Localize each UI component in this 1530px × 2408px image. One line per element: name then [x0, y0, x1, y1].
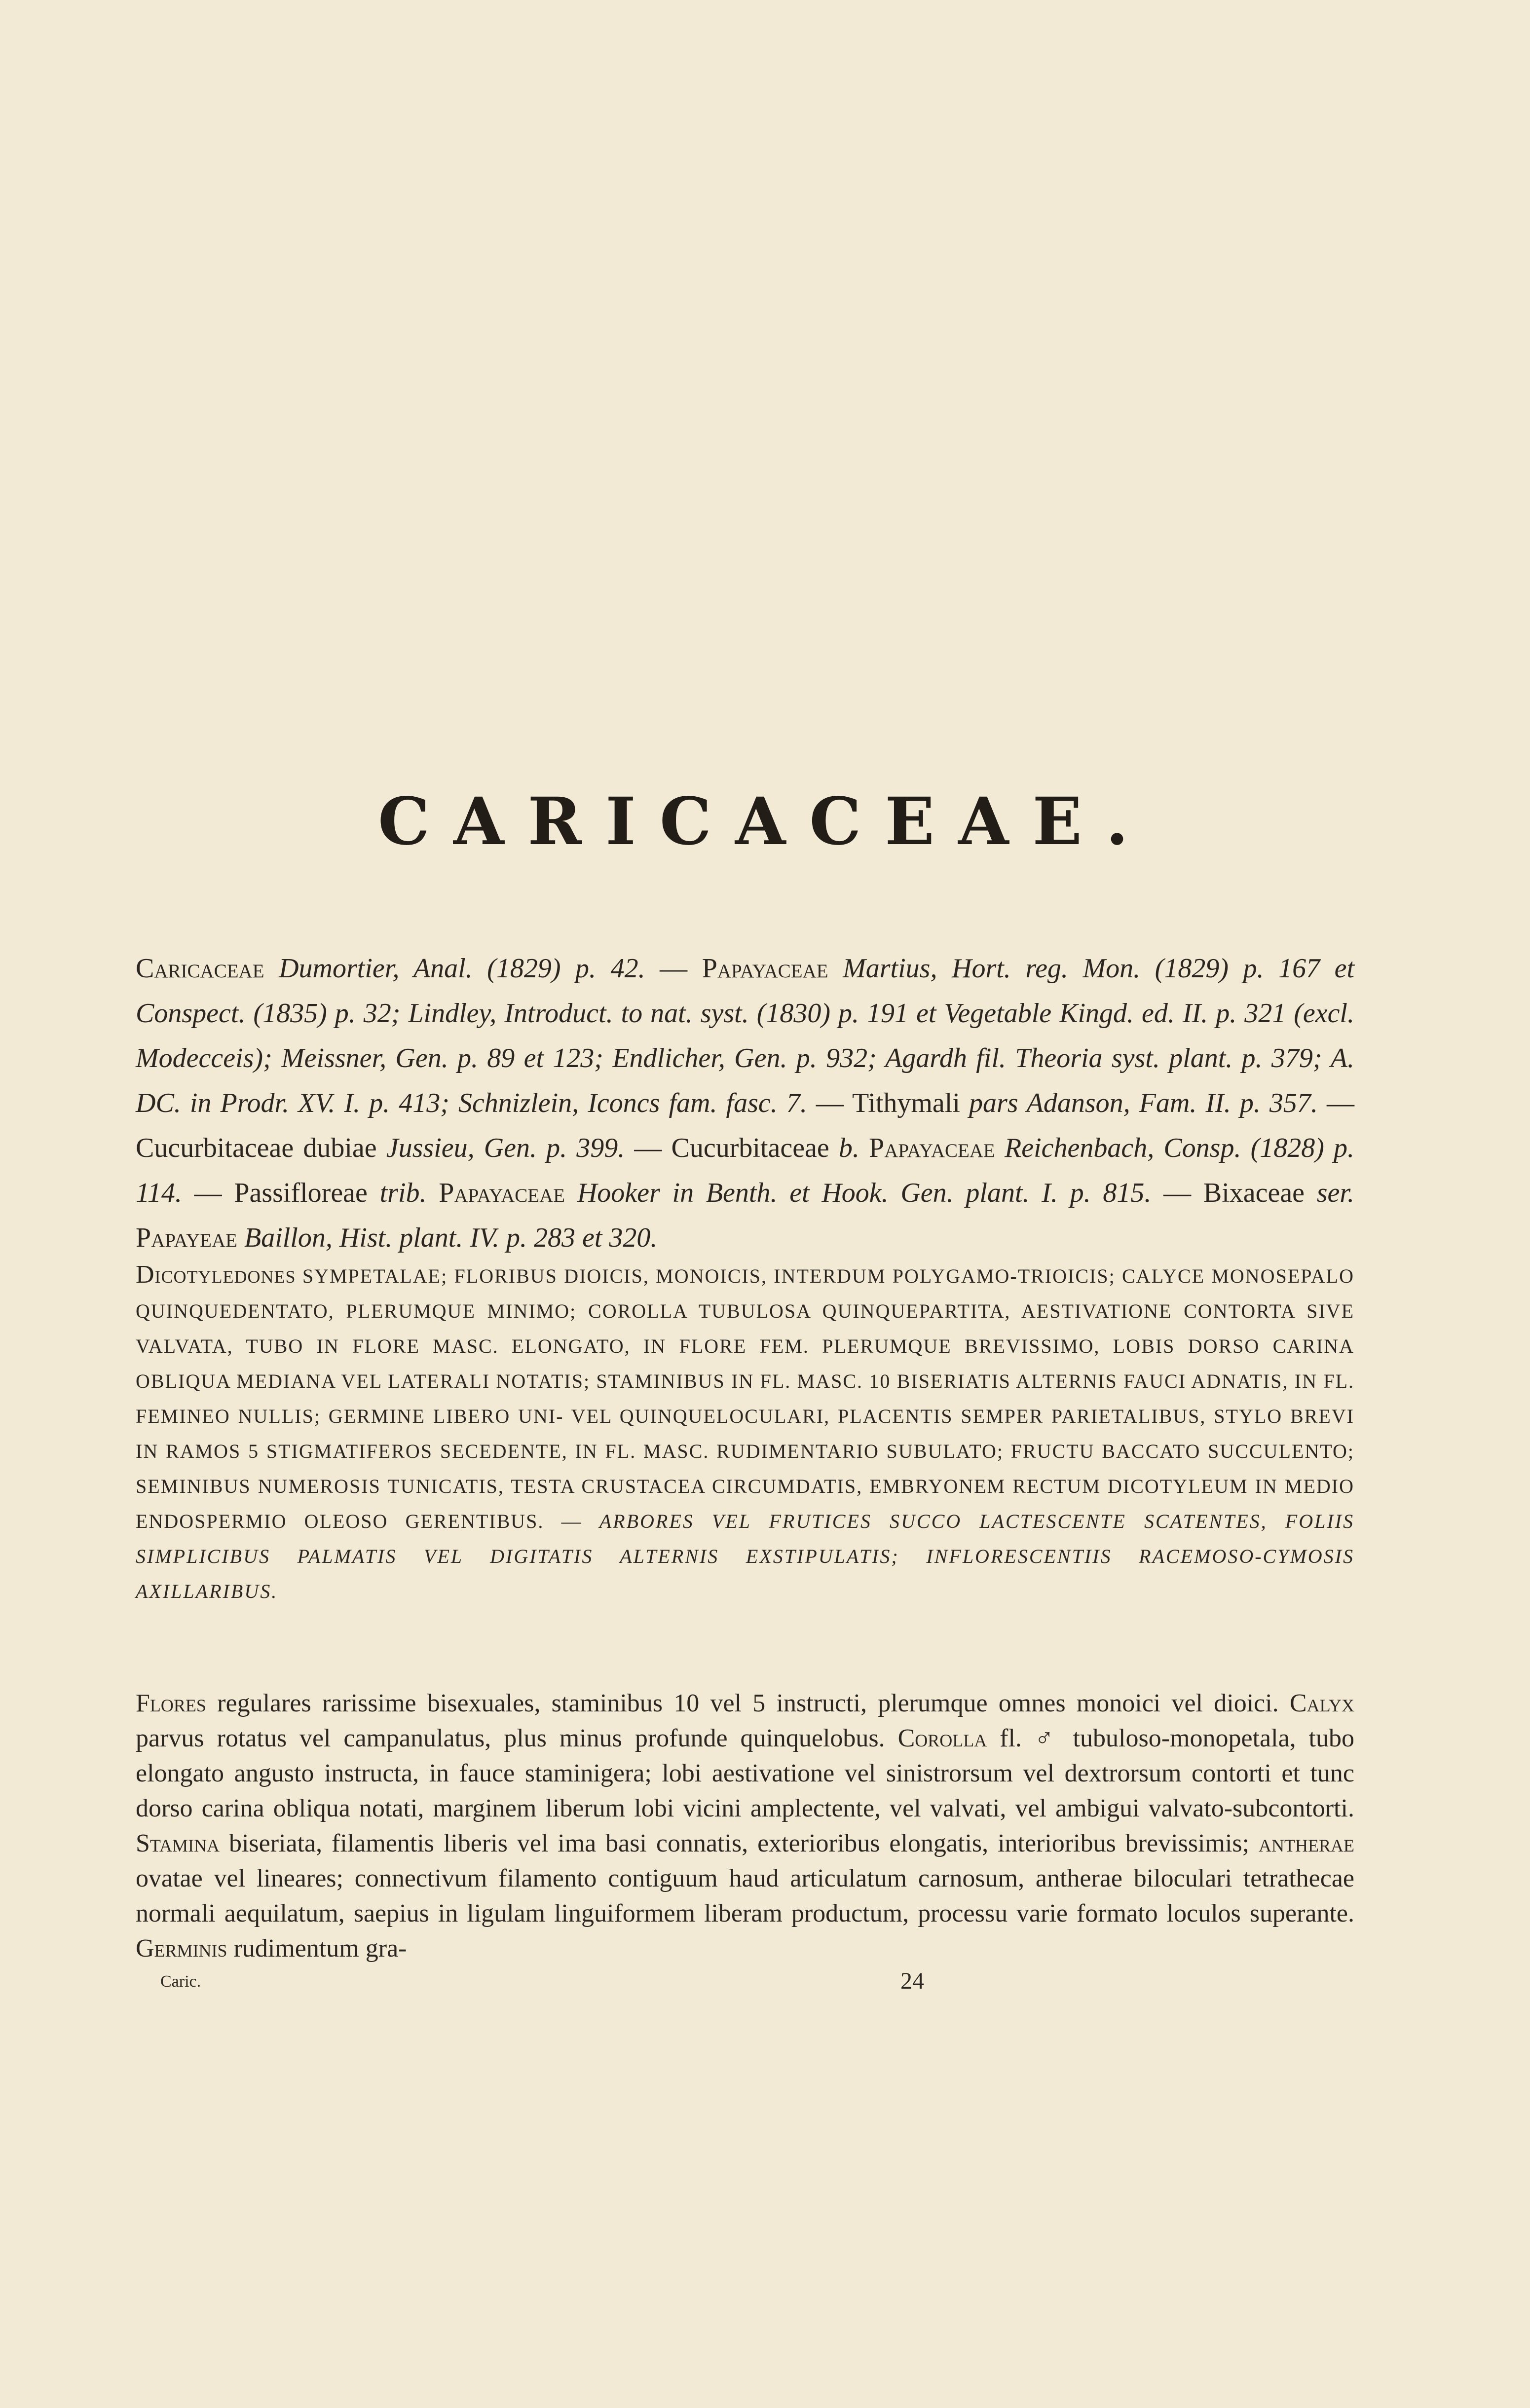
synonymy-paragraph	[136, 946, 1354, 1260]
footer-abbreviation: Caric.	[160, 1972, 201, 1991]
syn-text	[237, 1223, 244, 1253]
syn-citation: trib.	[379, 1178, 427, 1208]
syn-name: Papayeae	[136, 1223, 237, 1253]
syn-text	[565, 1178, 577, 1208]
syn-citation: b.	[838, 1133, 859, 1163]
desc-heading: Calyx	[1289, 1689, 1354, 1717]
syn-text	[859, 1133, 869, 1163]
syn-name: Caricaceae	[136, 953, 264, 984]
desc-heading: Corolla	[897, 1724, 987, 1752]
desc-text: rudimentum gra-	[227, 1934, 407, 1963]
desc-text: fl. ♂ tubuloso-monopetala, tubo elongato angusto instructa, in fauce staminigera; lobi aestivatione vel sinistrorsum vel dextrorsum contorti et tunc dorso carina obliqua notati, marginem liberum lobi vicini amplectente, vel valvati, vel ambigui valvato-subcontorti.	[136, 1724, 1354, 1822]
syn-text: — Passifloreae	[182, 1178, 380, 1208]
desc-text: regulares rarissime bisexuales, staminibus 10 vel 5 instructi, plerumque omnes monoici vel dioici.	[206, 1689, 1290, 1717]
desc-heading: Flores	[136, 1689, 206, 1717]
desc-heading: antherae	[1259, 1829, 1354, 1857]
syn-citation: Hooker in Benth. et Hook. Gen. plant. I. p. 815.	[577, 1178, 1152, 1208]
syn-citation: Jussieu, Gen. p. 399.	[386, 1133, 625, 1163]
syn-citation: Martius, Hort. reg. Mon. (1829) p. 167 et Conspect. (1835) p. 32; Lindley, Introduct. to nat. syst. (1830) p. 191 et Vegetable Kingd. ed. II. p. 321 (excl. Modecceis); Meissner, Gen. p. 89 et 123; Endlicher, Gen. p. 932; Agardh fil. Theoria syst. plant. p. 379; A. DC. in Prodr. XV. I. p. 413; Schnizlein, Iconcs fam. fasc. 7.	[136, 953, 1355, 1118]
desc-text: biseriata, filamentis liberis vel ima basi connatis, exterioribus elongatis, interioribus brevissimis;	[220, 1829, 1259, 1857]
desc-heading: Stamina	[136, 1829, 220, 1857]
desc-heading: Germinis	[136, 1934, 227, 1963]
syn-text: —	[645, 953, 702, 984]
characters-body: SYMPETALAE; FLORIBUS DIOICIS, MONOICIS, INTERDUM POLYGAMO-TRIOICIS; CALYCE MONOSEPALO QUINQUEDENTATO, PLERUMQUE MINIMO; COROLLA TUBULOSA QUINQUEPARTITA, AESTIVATIONE CONTORTA SIVE VALVATA, TUBO IN FLORE MASC. ELONGATO, IN FLORE FEM. PLERUMQUE BREVISSIMO, LOBIS DORSO CARINA OBLIQUA MEDIANA VEL LATERALI NOTATIS; STAMINIBUS IN FL. MASC. 10 BISERIATIS ALTERNIS FAUCI ADNATIS, IN FL. FEMINEO NULLIS; GERMINE LIBERO UNI- VEL QUINQUELOCULARI, PLACENTIS SEMPER PARIETALIBUS, STYLO BREVI IN RAMOS 5 STIGMATIFEROS SECEDENTE, IN FL. MASC. RUDIMENTARIO SUBULATO; FRUCTU BACCATO SUCCULENTO; SEMINIBUS NUMEROSIS TUNICATIS, TESTA CRUSTACEA CIRCUMDATIS, EMBRYONEM RECTUM DICOTYLEUM IN MEDIO ENDOSPERMIO OLEOSO GERENTIBUS. —	[136, 1265, 1354, 1532]
syn-text: — Cucurbitaceae dubiae	[136, 1088, 1355, 1163]
syn-text: — Bixaceae	[1151, 1178, 1317, 1208]
description-paragraph	[136, 1686, 1354, 1966]
syn-name: Papayaceae	[869, 1133, 995, 1163]
syn-text: — Cucurbitaceae	[625, 1133, 839, 1163]
syn-citation: ser.	[1316, 1178, 1354, 1208]
syn-citation: pars Adanson, Fam. II. p. 357.	[969, 1088, 1318, 1118]
syn-name: Papayaceae	[702, 953, 828, 984]
desc-text: ovatae vel lineares; connectivum filamento contiguum haud articulatum carnosum, antherae biloculari tetrathecae normali aequilatum, saepius in ligulam linguiformem liberam productum, processu varie formato loculos superante.	[136, 1864, 1354, 1927]
family-title: CARICACEAE.	[377, 783, 1153, 860]
syn-citation: Baillon, Hist. plant. IV. p. 283 et 320.	[244, 1223, 658, 1253]
syn-citation: Dumortier, Anal. (1829) p. 42.	[279, 953, 645, 984]
family-characters-paragraph	[136, 1257, 1354, 1609]
syn-text	[427, 1178, 439, 1208]
syn-text	[995, 1133, 1005, 1163]
syn-text: — Tithymali	[807, 1088, 969, 1118]
characters-lead: Dicotyledones	[136, 1260, 296, 1289]
page-number: 24	[900, 1968, 924, 1994]
desc-text: parvus rotatus vel campanulatus, plus minus profunde quinquelobus.	[136, 1724, 898, 1752]
characters-habit: ARBORES VEL FRUTICES SUCCO LACTESCENTE SCATENTES, FOLIIS SIMPLICIBUS PALMATIS VEL DIGITATIS ALTERNIS EXSTIPULATIS; INFLORESCENTIIS RACEMOSO-CYMOSIS AXILLARIBUS.	[136, 1510, 1354, 1602]
syn-citation: Reichenbach, Consp. (1828) p. 114.	[136, 1133, 1355, 1208]
syn-name: Papayaceae	[439, 1178, 565, 1208]
